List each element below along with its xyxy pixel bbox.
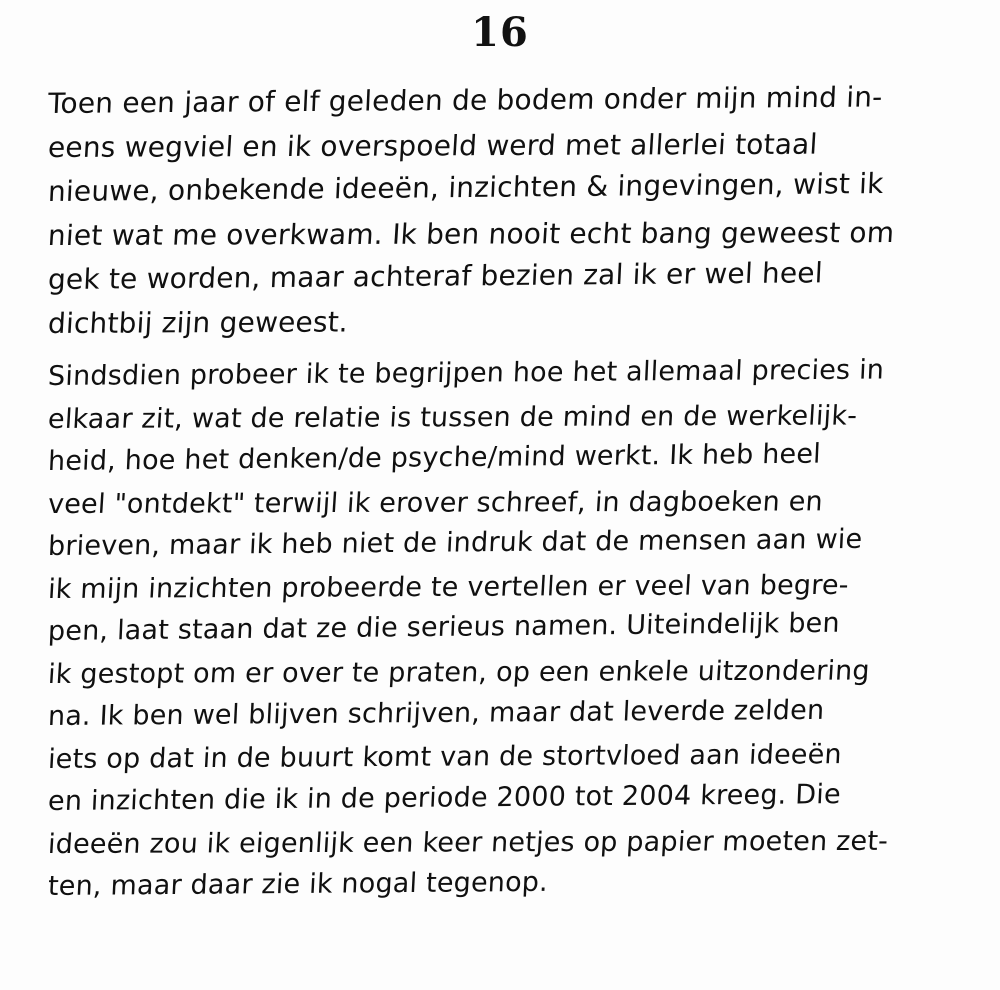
handwritten-line: niet wat me overkwam. Ik ben nooit echt bang geweest om (46, 216, 896, 253)
handwritten-line: na. Ik ben wel blijven schrijven, maar dat leverde zelden (47, 694, 826, 733)
handwritten-line: en inzichten die ik in de periode 2000 tot 2004 kreeg. Die (47, 779, 842, 818)
paragraph-1 (0, 82, 1000, 346)
handwritten-line: ik gestopt om er over te praten, op een enkele uitzondering (47, 654, 871, 690)
handwritten-line: gek te worden, maar achteraf bezien zal ik er wel heel (47, 256, 824, 297)
handwritten-line: eens wegviel en ik overspoeld werd met allerlei totaal (47, 127, 819, 165)
handwritten-line: elkaar zit, wat de relatie is tussen de mind en de werkelijk- (47, 399, 859, 435)
handwritten-line: iets op dat in de buurt komt van de stortvloed aan ideeën (47, 738, 843, 775)
handwritten-line: heid, hoe het denken/de psyche/mind werkt. Ik heb heel (47, 438, 822, 478)
handwritten-line: nieuwe, onbekende ideeën, inzichten & ingevingen, wist ik (47, 166, 885, 209)
handwritten-line: dichtbij zijn geweest. (47, 305, 349, 341)
handwritten-line: Toen een jaar of elf geleden de bodem onder mijn mind in- (47, 80, 884, 121)
handwritten-line: ideeën zou ik eigenlijk een keer netjes op papier moeten zet- (47, 825, 890, 860)
handwritten-line: brieven, maar ik heb niet de indruk dat de mensen aan wie (47, 523, 864, 563)
handwritten-line: pen, laat staan dat ze die serieus namen. Uiteindelijk ben (47, 607, 841, 648)
handwritten-line: ik mijn inzichten probeerde te vertellen er veel van begre- (47, 569, 850, 605)
paragraph-2 (0, 356, 1000, 909)
page-number: 16 (471, 9, 529, 56)
handwritten-line: ten, maar daar zie ik nogal tegenop. (47, 866, 549, 903)
handwritten-line: Sindsdien probeer ik te begrijpen hoe het allemaal precies in (47, 354, 885, 393)
handwritten-line: veel "ontdekt" terwijl ik erover schreef, in dagboeken en (47, 485, 824, 520)
